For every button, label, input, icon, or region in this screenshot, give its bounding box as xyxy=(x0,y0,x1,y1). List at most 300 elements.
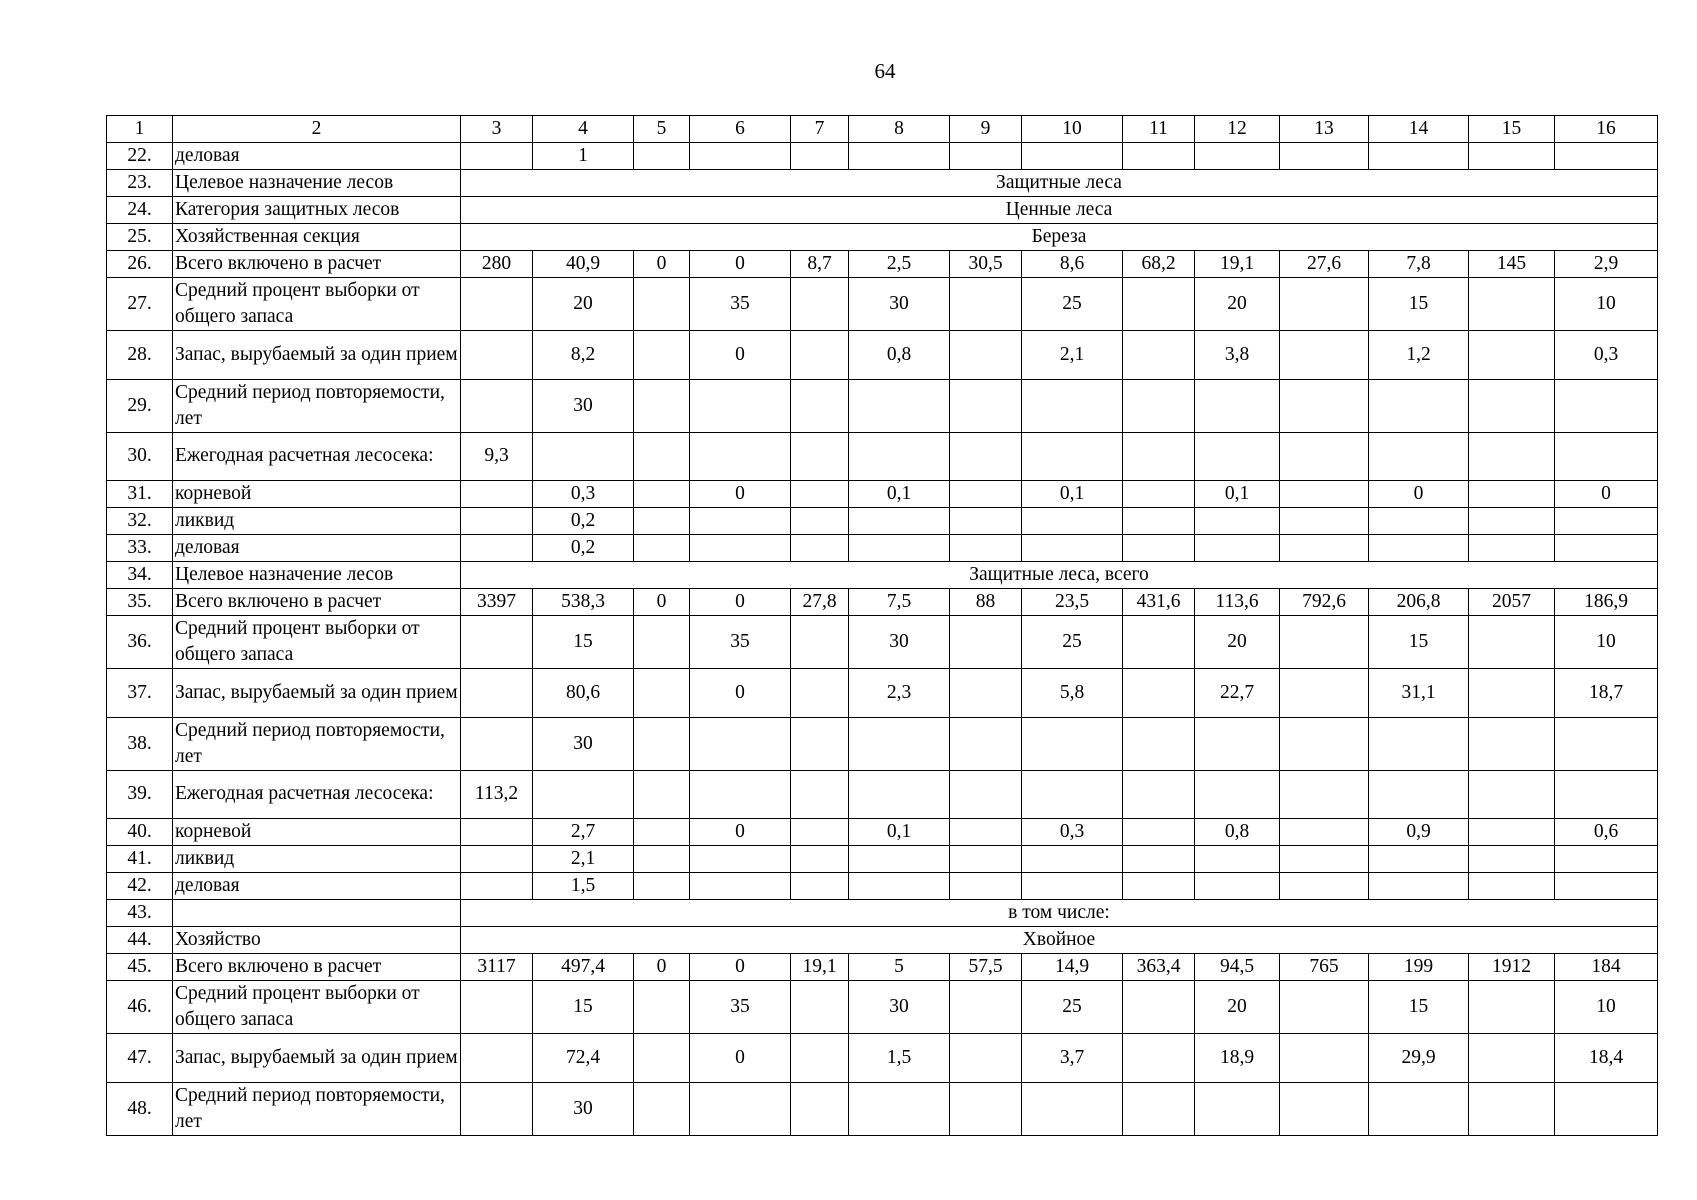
column-number-header: 12 xyxy=(1195,116,1280,143)
value-cell xyxy=(533,432,634,481)
value-cell xyxy=(950,143,1022,170)
value-cell xyxy=(1369,846,1469,873)
table-row xyxy=(107,224,1658,251)
row-number: 33. xyxy=(107,535,173,562)
value-cell xyxy=(950,1082,1022,1135)
value-cell: 0 xyxy=(690,954,791,981)
value-cell: 25 xyxy=(1022,616,1123,669)
value-cell: 1,2 xyxy=(1369,331,1469,380)
value-cell xyxy=(1555,432,1658,481)
value-cell: 2,9 xyxy=(1555,251,1658,278)
value-cell xyxy=(634,616,690,669)
column-number-header: 1 xyxy=(107,116,173,143)
value-cell: 5,8 xyxy=(1022,669,1123,718)
value-cell xyxy=(1123,535,1195,562)
section-heading-cell: Ценные леса xyxy=(461,197,1658,224)
value-cell xyxy=(634,535,690,562)
section-heading-cell: Хвойное xyxy=(461,927,1658,954)
value-cell xyxy=(634,481,690,508)
value-cell xyxy=(1469,1034,1555,1083)
value-cell: 0,8 xyxy=(1195,819,1280,846)
row-label: Ежегодная расчетная лесосека: xyxy=(173,432,461,481)
row-label: деловая xyxy=(173,873,461,900)
section-heading-cell: в том числе: xyxy=(461,900,1658,927)
value-cell: 0 xyxy=(690,251,791,278)
row-number: 32. xyxy=(107,508,173,535)
value-cell: 9,3 xyxy=(461,432,533,481)
value-cell xyxy=(461,481,533,508)
value-cell xyxy=(634,770,690,819)
column-number-header: 14 xyxy=(1369,116,1469,143)
value-cell xyxy=(1123,432,1195,481)
value-cell: 1,5 xyxy=(849,1034,950,1083)
column-number-header: 9 xyxy=(950,116,1022,143)
value-cell: 113,2 xyxy=(461,770,533,819)
row-label: Средний процент выборки от общего запаса xyxy=(173,616,461,669)
table-row xyxy=(107,819,1658,846)
value-cell: 10 xyxy=(1555,278,1658,331)
value-cell: 94,5 xyxy=(1195,954,1280,981)
table-row xyxy=(107,562,1658,589)
value-cell: 88 xyxy=(950,589,1022,616)
value-cell: 14,9 xyxy=(1022,954,1123,981)
column-number-header: 4 xyxy=(533,116,634,143)
value-cell: 3,8 xyxy=(1195,331,1280,380)
table-row xyxy=(107,846,1658,873)
row-label: Средний процент выборки от общего запаса xyxy=(173,278,461,331)
table-row xyxy=(107,1082,1658,1135)
row-number: 23. xyxy=(107,170,173,197)
value-cell xyxy=(461,873,533,900)
value-cell: 0 xyxy=(690,669,791,718)
value-cell xyxy=(461,717,533,770)
value-cell: 27,8 xyxy=(791,589,849,616)
value-cell xyxy=(461,278,533,331)
value-cell: 30 xyxy=(533,1082,634,1135)
value-cell xyxy=(950,481,1022,508)
value-cell xyxy=(461,1034,533,1083)
value-cell: 792,6 xyxy=(1280,589,1369,616)
value-cell xyxy=(791,669,849,718)
value-cell xyxy=(1280,379,1369,432)
value-cell xyxy=(690,770,791,819)
value-cell xyxy=(1123,669,1195,718)
value-cell: 29,9 xyxy=(1369,1034,1469,1083)
value-cell xyxy=(1123,770,1195,819)
value-cell: 3117 xyxy=(461,954,533,981)
value-cell xyxy=(1280,717,1369,770)
row-number: 42. xyxy=(107,873,173,900)
value-cell: 2,1 xyxy=(1022,331,1123,380)
value-cell xyxy=(1280,1034,1369,1083)
value-cell xyxy=(1280,819,1369,846)
value-cell xyxy=(690,143,791,170)
value-cell: 27,6 xyxy=(1280,251,1369,278)
value-cell xyxy=(1022,508,1123,535)
column-number-header-row xyxy=(107,116,1658,143)
value-cell xyxy=(1195,1082,1280,1135)
value-cell xyxy=(1469,508,1555,535)
value-cell xyxy=(1022,535,1123,562)
column-number-header: 7 xyxy=(791,116,849,143)
value-cell xyxy=(1280,143,1369,170)
value-cell: 30,5 xyxy=(950,251,1022,278)
value-cell xyxy=(1195,873,1280,900)
value-cell: 20 xyxy=(1195,278,1280,331)
value-cell: 0 xyxy=(690,481,791,508)
value-cell: 0 xyxy=(634,589,690,616)
value-cell xyxy=(461,331,533,380)
value-cell: 7,8 xyxy=(1369,251,1469,278)
value-cell xyxy=(1123,981,1195,1034)
value-cell xyxy=(1280,770,1369,819)
row-number: 46. xyxy=(107,981,173,1034)
value-cell xyxy=(1123,481,1195,508)
value-cell xyxy=(950,278,1022,331)
value-cell: 0 xyxy=(634,954,690,981)
row-label: Средний период повторяемости, лет xyxy=(173,379,461,432)
row-number: 47. xyxy=(107,1034,173,1083)
value-cell xyxy=(1123,278,1195,331)
value-cell xyxy=(1123,331,1195,380)
value-cell xyxy=(1280,535,1369,562)
value-cell xyxy=(1022,143,1123,170)
row-number: 45. xyxy=(107,954,173,981)
value-cell: 35 xyxy=(690,981,791,1034)
column-number-header: 13 xyxy=(1280,116,1369,143)
value-cell xyxy=(1195,846,1280,873)
table-row xyxy=(107,278,1658,331)
table-body xyxy=(107,116,1658,1136)
value-cell xyxy=(1280,278,1369,331)
value-cell xyxy=(1469,717,1555,770)
value-cell xyxy=(1280,508,1369,535)
row-label: деловая xyxy=(173,535,461,562)
value-cell: 0,1 xyxy=(849,819,950,846)
value-cell xyxy=(791,278,849,331)
value-cell: 184 xyxy=(1555,954,1658,981)
value-cell xyxy=(1123,846,1195,873)
forest-calculation-table xyxy=(106,115,1658,1136)
value-cell xyxy=(950,331,1022,380)
value-cell xyxy=(690,873,791,900)
table-row xyxy=(107,432,1658,481)
value-cell xyxy=(791,770,849,819)
value-cell xyxy=(1469,432,1555,481)
value-cell: 15 xyxy=(1369,981,1469,1034)
value-cell xyxy=(791,846,849,873)
page-number: 64 xyxy=(874,59,896,83)
table-row xyxy=(107,481,1658,508)
row-label: Категория защитных лесов xyxy=(173,197,461,224)
row-label: Запас, вырубаемый за один прием xyxy=(173,669,461,718)
value-cell xyxy=(950,770,1022,819)
row-label: Всего включено в расчет xyxy=(173,954,461,981)
value-cell xyxy=(1469,770,1555,819)
row-label: Всего включено в расчет xyxy=(173,251,461,278)
value-cell: 538,3 xyxy=(533,589,634,616)
value-cell: 20 xyxy=(1195,616,1280,669)
value-cell xyxy=(634,1082,690,1135)
value-cell xyxy=(950,432,1022,481)
value-cell xyxy=(1123,819,1195,846)
column-number-header: 10 xyxy=(1022,116,1123,143)
value-cell xyxy=(1022,846,1123,873)
value-cell: 1 xyxy=(533,143,634,170)
value-cell xyxy=(461,616,533,669)
value-cell xyxy=(950,508,1022,535)
table-row xyxy=(107,535,1658,562)
table-row xyxy=(107,981,1658,1034)
value-cell: 23,5 xyxy=(1022,589,1123,616)
value-cell xyxy=(634,143,690,170)
row-label: деловая xyxy=(173,143,461,170)
value-cell xyxy=(950,873,1022,900)
value-cell: 22,7 xyxy=(1195,669,1280,718)
value-cell: 18,7 xyxy=(1555,669,1658,718)
value-cell: 186,9 xyxy=(1555,589,1658,616)
value-cell xyxy=(849,535,950,562)
value-cell xyxy=(791,331,849,380)
value-cell xyxy=(849,1082,950,1135)
value-cell xyxy=(791,1082,849,1135)
value-cell: 0,2 xyxy=(533,508,634,535)
value-cell xyxy=(1195,379,1280,432)
value-cell: 206,8 xyxy=(1369,589,1469,616)
value-cell: 3,7 xyxy=(1022,1034,1123,1083)
value-cell: 145 xyxy=(1469,251,1555,278)
value-cell xyxy=(1469,873,1555,900)
value-cell: 15 xyxy=(1369,616,1469,669)
value-cell xyxy=(634,819,690,846)
value-cell xyxy=(1022,770,1123,819)
value-cell: 30 xyxy=(849,981,950,1034)
value-cell xyxy=(1022,432,1123,481)
row-number: 38. xyxy=(107,717,173,770)
value-cell: 0 xyxy=(634,251,690,278)
value-cell: 25 xyxy=(1022,981,1123,1034)
value-cell xyxy=(1195,432,1280,481)
value-cell xyxy=(849,508,950,535)
row-label: Средний период повторяемости, лет xyxy=(173,1082,461,1135)
value-cell xyxy=(461,143,533,170)
row-number: 48. xyxy=(107,1082,173,1135)
value-cell xyxy=(690,535,791,562)
value-cell xyxy=(634,379,690,432)
value-cell: 3397 xyxy=(461,589,533,616)
row-label: Ежегодная расчетная лесосека: xyxy=(173,770,461,819)
value-cell: 35 xyxy=(690,278,791,331)
value-cell: 35 xyxy=(690,616,791,669)
row-number: 29. xyxy=(107,379,173,432)
value-cell: 2,1 xyxy=(533,846,634,873)
value-cell xyxy=(1555,508,1658,535)
column-number-header: 2 xyxy=(173,116,461,143)
value-cell: 199 xyxy=(1369,954,1469,981)
value-cell xyxy=(1123,143,1195,170)
row-label: Средний процент выборки от общего запаса xyxy=(173,981,461,1034)
value-cell xyxy=(634,846,690,873)
value-cell xyxy=(1369,508,1469,535)
value-cell xyxy=(950,846,1022,873)
row-label: Целевое назначение лесов xyxy=(173,562,461,589)
value-cell: 0 xyxy=(690,819,791,846)
value-cell xyxy=(690,717,791,770)
value-cell xyxy=(1469,278,1555,331)
value-cell: 18,9 xyxy=(1195,1034,1280,1083)
value-cell: 431,6 xyxy=(1123,589,1195,616)
value-cell: 280 xyxy=(461,251,533,278)
value-cell xyxy=(791,616,849,669)
value-cell: 30 xyxy=(849,278,950,331)
value-cell xyxy=(634,331,690,380)
value-cell xyxy=(690,379,791,432)
row-number: 43. xyxy=(107,900,173,927)
value-cell: 0 xyxy=(1555,481,1658,508)
value-cell: 15 xyxy=(533,616,634,669)
row-label: ликвид xyxy=(173,508,461,535)
value-cell xyxy=(533,770,634,819)
value-cell xyxy=(950,669,1022,718)
row-number: 25. xyxy=(107,224,173,251)
value-cell xyxy=(1469,481,1555,508)
value-cell xyxy=(461,379,533,432)
value-cell xyxy=(1469,616,1555,669)
row-number: 31. xyxy=(107,481,173,508)
value-cell xyxy=(1469,379,1555,432)
value-cell: 19,1 xyxy=(791,954,849,981)
row-number: 24. xyxy=(107,197,173,224)
section-heading-cell: Береза xyxy=(461,224,1658,251)
value-cell: 0,2 xyxy=(533,535,634,562)
value-cell xyxy=(1369,535,1469,562)
value-cell xyxy=(1369,143,1469,170)
value-cell xyxy=(849,379,950,432)
value-cell xyxy=(461,535,533,562)
value-cell xyxy=(634,508,690,535)
column-number-header: 3 xyxy=(461,116,533,143)
value-cell xyxy=(1555,535,1658,562)
value-cell: 2,7 xyxy=(533,819,634,846)
value-cell xyxy=(461,669,533,718)
value-cell xyxy=(849,143,950,170)
value-cell: 1912 xyxy=(1469,954,1555,981)
value-cell xyxy=(1195,143,1280,170)
table-row xyxy=(107,669,1658,718)
value-cell: 10 xyxy=(1555,616,1658,669)
value-cell xyxy=(1280,331,1369,380)
value-cell: 0,3 xyxy=(533,481,634,508)
value-cell xyxy=(950,616,1022,669)
value-cell xyxy=(1469,846,1555,873)
value-cell xyxy=(1123,873,1195,900)
value-cell: 0 xyxy=(1369,481,1469,508)
row-number: 22. xyxy=(107,143,173,170)
value-cell xyxy=(791,819,849,846)
row-number: 41. xyxy=(107,846,173,873)
value-cell: 2057 xyxy=(1469,589,1555,616)
value-cell xyxy=(1555,717,1658,770)
value-cell xyxy=(791,143,849,170)
value-cell xyxy=(1195,717,1280,770)
row-label: Хозяйственная секция xyxy=(173,224,461,251)
value-cell xyxy=(791,432,849,481)
row-label: ликвид xyxy=(173,846,461,873)
table-row xyxy=(107,508,1658,535)
value-cell xyxy=(1022,1082,1123,1135)
value-cell xyxy=(1123,1082,1195,1135)
value-cell xyxy=(634,669,690,718)
column-number-header: 16 xyxy=(1555,116,1658,143)
value-cell xyxy=(1022,379,1123,432)
row-number: 37. xyxy=(107,669,173,718)
value-cell xyxy=(849,717,950,770)
value-cell xyxy=(1280,616,1369,669)
table-row xyxy=(107,717,1658,770)
value-cell xyxy=(461,1082,533,1135)
value-cell xyxy=(950,819,1022,846)
value-cell: 0 xyxy=(690,1034,791,1083)
value-cell xyxy=(1280,981,1369,1034)
value-cell xyxy=(950,1034,1022,1083)
value-cell xyxy=(1469,981,1555,1034)
value-cell xyxy=(461,508,533,535)
value-cell xyxy=(791,481,849,508)
table-row xyxy=(107,954,1658,981)
value-cell xyxy=(791,981,849,1034)
value-cell xyxy=(1369,873,1469,900)
column-number-header: 11 xyxy=(1123,116,1195,143)
value-cell xyxy=(1123,1034,1195,1083)
value-cell xyxy=(1369,432,1469,481)
value-cell: 7,5 xyxy=(849,589,950,616)
value-cell: 5 xyxy=(849,954,950,981)
value-cell xyxy=(634,1034,690,1083)
value-cell xyxy=(791,508,849,535)
value-cell xyxy=(1555,873,1658,900)
table-row xyxy=(107,873,1658,900)
value-cell xyxy=(690,846,791,873)
value-cell: 20 xyxy=(533,278,634,331)
value-cell xyxy=(1123,379,1195,432)
value-cell: 2,3 xyxy=(849,669,950,718)
column-number-header: 5 xyxy=(634,116,690,143)
value-cell xyxy=(634,717,690,770)
value-cell: 30 xyxy=(533,717,634,770)
row-number: 44. xyxy=(107,927,173,954)
value-cell: 0,1 xyxy=(1022,481,1123,508)
table-row xyxy=(107,1034,1658,1083)
column-number-header: 6 xyxy=(690,116,791,143)
value-cell xyxy=(950,717,1022,770)
value-cell xyxy=(1469,143,1555,170)
value-cell xyxy=(1195,770,1280,819)
row-label xyxy=(173,900,461,927)
row-label: Средний период повторяемости, лет xyxy=(173,717,461,770)
row-number: 30. xyxy=(107,432,173,481)
value-cell xyxy=(1369,379,1469,432)
value-cell: 0,6 xyxy=(1555,819,1658,846)
table-row xyxy=(107,616,1658,669)
value-cell: 31,1 xyxy=(1369,669,1469,718)
value-cell: 113,6 xyxy=(1195,589,1280,616)
row-label: корневой xyxy=(173,481,461,508)
value-cell xyxy=(1022,717,1123,770)
value-cell: 57,5 xyxy=(950,954,1022,981)
value-cell xyxy=(634,873,690,900)
row-number: 39. xyxy=(107,770,173,819)
value-cell: 0 xyxy=(690,589,791,616)
